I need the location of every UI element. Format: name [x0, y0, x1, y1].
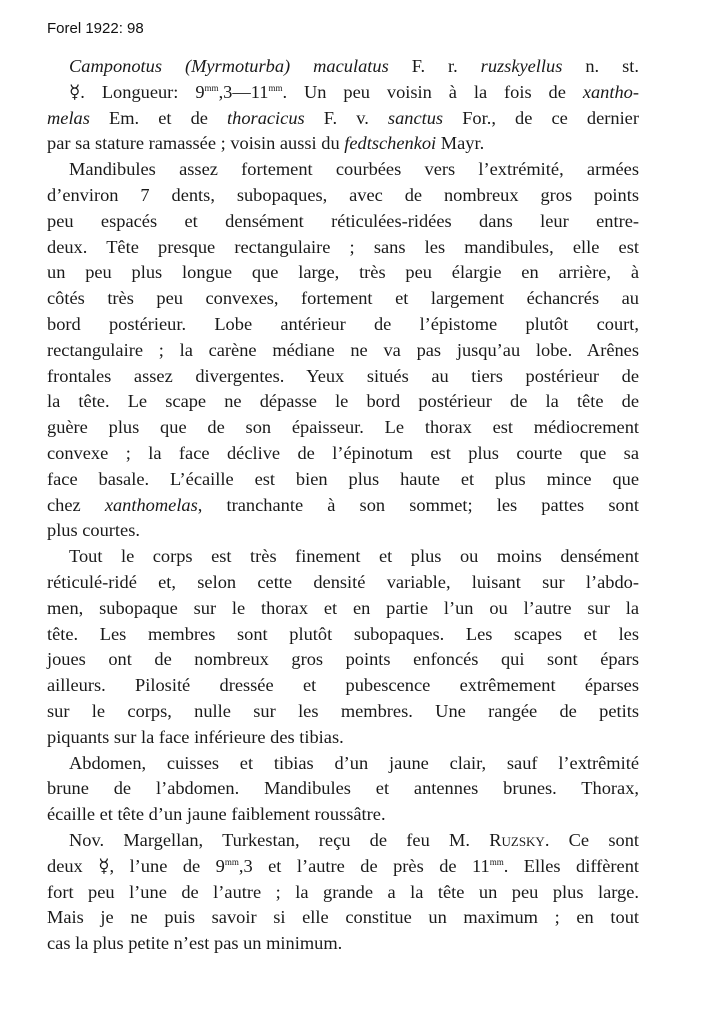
- text-line: côtés très peu convexes, fortement et largement échancrés au: [47, 288, 639, 309]
- text-line: Mandibules assez fortement courbées vers l’extrémité, armées: [69, 159, 639, 180]
- text-line: cas la plus petite n’est pas un minimum.: [47, 933, 343, 954]
- citation-header: Forel 1922: 98: [47, 20, 144, 37]
- text-line: bord postérieur. Lobe antérieur de l’épistome plutôt court,: [47, 313, 639, 334]
- text-line: sur le corps, nulle sur les membres. Une rangée de petits: [47, 700, 639, 721]
- paragraph-description: [47, 157, 639, 544]
- genus-name: Camponotus: [69, 56, 162, 76]
- text-line: convexe ; la face déclive de l’épinotum est plus courte que sa: [47, 442, 639, 463]
- text-line: Abdomen, cuisses et tibias d’un jaune clair, sauf l’extrêmité: [69, 752, 639, 773]
- text-line: guère plus que de son épaisseur. Le thorax est médiocrement: [47, 417, 639, 438]
- text-line: rectangulaire ; la carène médiane ne va pas jusqu’au lobe. Arênes: [47, 339, 639, 360]
- collector-name: Ruzsky: [489, 829, 545, 850]
- paragraph-sculpture: [47, 544, 639, 750]
- text-line: joues ont de nombreux gros points enfoncés qui sont épars: [47, 649, 639, 670]
- text-line: face basale. L’écaille est bien plus haute et plus mince que: [47, 468, 639, 489]
- status-label: n. st.: [585, 56, 639, 76]
- text-line: la tête. Le scape ne dépasse le bord postérieur de la tête de: [47, 391, 639, 412]
- text-line: deux ☿, l’une de $9^{mm},3$ et l’autre de près de $11^{mm}$. Elles diffèrent: [47, 855, 640, 876]
- paragraph-locality: [47, 828, 639, 957]
- intro-line: par sa stature ramassée ; voisin aussi du fedtschenkoi Mayr.: [47, 133, 485, 154]
- text-line: tête. Les membres sont plutôt subopaques. Les scapes et les: [47, 623, 639, 644]
- paragraph-color: [47, 751, 639, 828]
- text-line: men, subopaque sur le thorax et en partie l’un ou l’autre sur la: [47, 597, 639, 618]
- intro-line: ☿. Longueur: $9^{mm},3—11^{mm}$. Un peu voisin à la fois de xantho-: [69, 81, 639, 102]
- text-line: Mais je ne puis savoir si elle constitue un maximum ; en tout: [47, 907, 639, 928]
- page-text: [47, 54, 639, 957]
- species-name: maculatus: [313, 56, 389, 76]
- text-line: ailleurs. Pilosité dressée et pubescence extrêmement éparses: [47, 675, 639, 696]
- worker-symbol: ☿: [98, 855, 110, 876]
- text-line: d’environ 7 dents, subopaques, avec de nombreux gros points: [47, 184, 639, 205]
- text-line: brune de l’abdomen. Mandibules et antennes brunes. Thorax,: [47, 778, 639, 799]
- text-line: plus courtes.: [47, 520, 140, 541]
- text-line: écaille et tête d’un jaune faiblement roussâtre.: [47, 804, 386, 825]
- species-title: [47, 54, 639, 80]
- text-line: fort peu l’une de l’autre ; la grande a la tête un peu plus large.: [47, 881, 639, 902]
- text-line: piquants sur la face inférieure des tibias.: [47, 726, 344, 747]
- text-line: chez xanthomelas, tranchante à son sommet; les pattes sont: [47, 494, 639, 515]
- text-line: Nov. Margellan, Turkestan, reçu de feu M. Ruzsky. Ce sont: [69, 829, 639, 850]
- text-line: deux. Tête presque rectangulaire ; sans les mandibules, elle est: [47, 236, 639, 257]
- text-line: un peu plus longue que large, très peu élargie en arrière, à: [47, 262, 639, 283]
- worker-symbol: ☿: [69, 81, 81, 102]
- text-line: réticulé-ridé et, selon cette densité variable, luisant sur l’abdo-: [47, 571, 639, 592]
- subspecies-name: ruzskyellus: [480, 56, 563, 76]
- rank-label: F. r.: [411, 56, 458, 76]
- subgenus-name: (Myrmoturba): [184, 56, 291, 76]
- text-line: Tout le corps est très finement et plus ou moins densément: [69, 546, 639, 567]
- text-line: frontales assez divergentes. Yeux situés au tiers postérieur de: [47, 365, 639, 386]
- text-line: peu espacés et densément réticulées-ridées dans leur entre-: [47, 210, 639, 231]
- intro-line: melas Em. et de thoracicus F. v. sanctus For., de ce dernier: [47, 107, 639, 128]
